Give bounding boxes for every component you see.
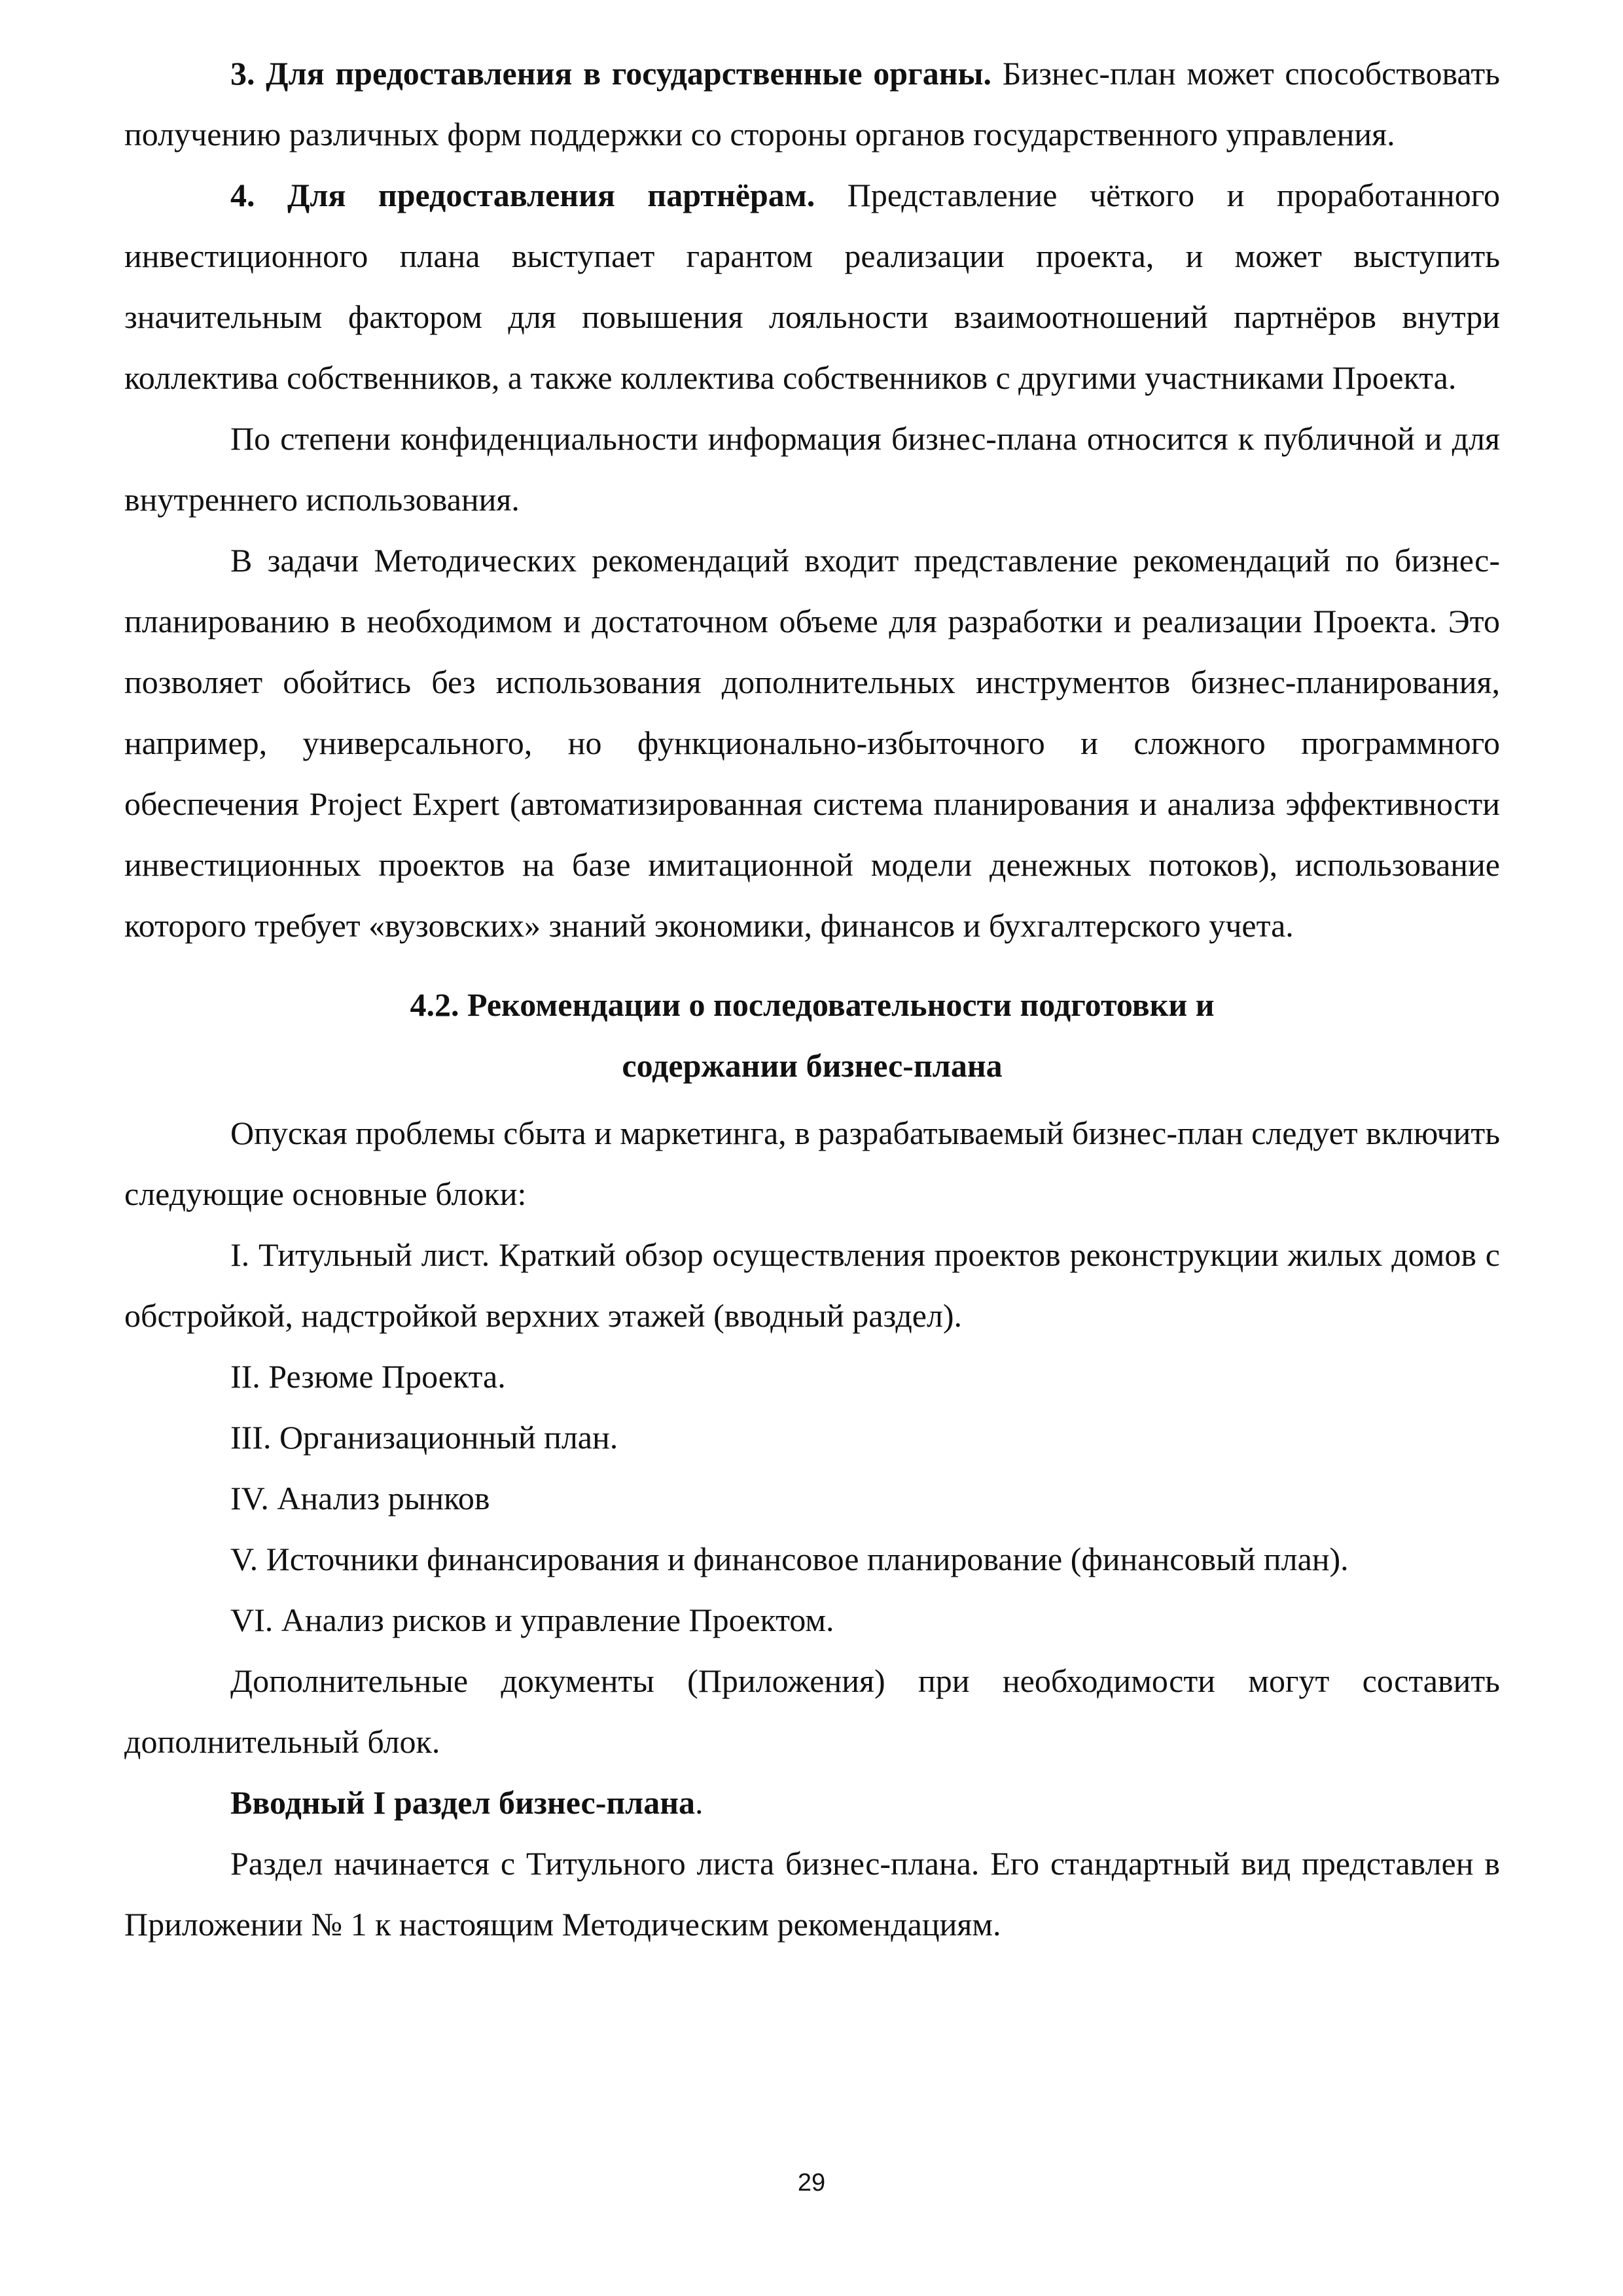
- section-heading: [124, 975, 1500, 1096]
- list-item-market-analysis: IV. Анализ рынков: [230, 1480, 490, 1516]
- paragraph-blocks-intro: Опуская проблемы сбыта и маркетинга, в разрабатываемый бизнес-план следует включить следующие основные блоки:: [124, 1115, 1501, 1212]
- list-item-title-page: I. Титульный лист. Краткий обзор осуществления проектов реконструкции жилых домов с обстройкой, надстройкой верхних этажей (вводный раздел).: [124, 1236, 1500, 1334]
- paragraph-methodology-tasks: В задачи Методических рекомендаций входит представление рекомендаций по бизнес-планированию в необходимом и достаточном объеме для разработки и реализации Проекта. Это позволяет обойтись без использования дополнительных инструментов бизнес-планирования, например, универсального, но функционально-избыточного и сложного программного обеспечения Project Expert (автоматизированная система планирования и анализа эффективности инвестиционных проектов на базе имитационной модели денежных потоков), использование которого требует «вузовских» знаний экономики, финансов и бухгалтерского учета.: [124, 542, 1500, 944]
- paragraph-confidentiality: По степени конфиденциальности информация бизнес-плана относится к публичной и для внутреннего использования.: [124, 420, 1500, 518]
- list-item-organizational-plan: III. Организационный план.: [230, 1419, 618, 1456]
- paragraph-text: Бизнес-план может способствовать получению различных форм поддержки со стороны органов государственного управления.: [124, 55, 1500, 152]
- text-column: [124, 43, 1500, 1955]
- page-number: 29: [797, 2169, 826, 2197]
- section-heading-line-1: 4.2. Рекомендации о последовательности подготовки и: [410, 986, 1215, 1023]
- section-heading-line-2: содержании бизнес-плана: [622, 1047, 1003, 1084]
- list-item-risk-analysis: VI. Анализ рисков и управление Проектом.: [230, 1602, 834, 1638]
- paragraph-lead: 4. Для предоставления партнёрам.: [230, 177, 815, 213]
- paragraph-purpose-partners: [124, 165, 1500, 408]
- paragraph-title-page-reference: Раздел начинается с Титульного листа бизнес-плана. Его стандартный вид представлен в Приложении № 1 к настоящим Методическим рекомендациям.: [124, 1845, 1500, 1943]
- paragraph-text: Представление чёткого и проработанного инвестиционного плана выступает гарантом реализации проекта, и может выступить значительным фактором для повышения лояльности взаимоотношений партнёров внутри коллектива собственников, а также коллектива собственников с другими участниками Проекта.: [124, 177, 1500, 396]
- paragraph-purpose-government: [124, 43, 1500, 165]
- paragraph-text: .: [695, 1784, 704, 1821]
- paragraph-intro-section-title: [124, 1772, 1500, 1833]
- paragraph-additional-documents: Дополнительные документы (Приложения) при необходимости могут составить дополнительный блок.: [124, 1662, 1500, 1760]
- list-item-financing: V. Источники финансирования и финансовое планирование (финансовый план).: [230, 1541, 1349, 1577]
- paragraph-lead: 3. Для предоставления в государственные органы.: [230, 55, 992, 92]
- list-item-summary: II. Резюме Проекта.: [230, 1358, 506, 1395]
- paragraph-lead: Вводный I раздел бизнес-плана: [230, 1784, 696, 1821]
